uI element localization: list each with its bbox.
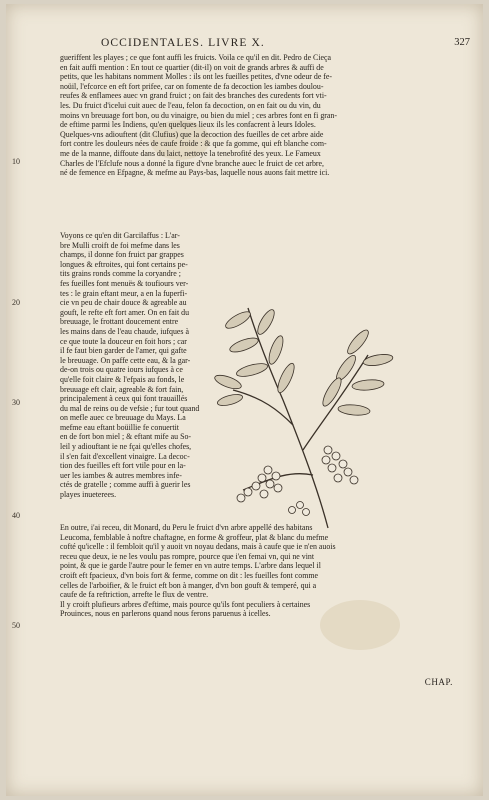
text-line: le breuuage. On paffe cette eau, & la gar-: [60, 355, 191, 365]
catchword: CHAP.: [424, 677, 453, 687]
text-line: noüil, l'efcorce en eft fort prifee, car on fomente de fa decoction les iambes doulou-: [60, 81, 324, 91]
text-line: moins vn breuuage fort bon, ou du vinaigre, ou bien du miel ; ces arbres font en fi gran-: [60, 110, 337, 120]
page-number: 327: [454, 37, 470, 48]
text-line: ctés de gratelle ; comme auffi à guerir les: [60, 480, 191, 490]
text-line: uer les iambes & autres membres infe-: [60, 470, 182, 480]
text-line: En outre, i'ai receu, dit Monard, du Peru le fruict d'vn arbre appellé des habitans: [60, 523, 313, 532]
text-line: playes inueterees.: [60, 490, 117, 500]
text-line: reufes & enflamees auec vn grand fruict ; on fait des branches des curedents fort vti-: [60, 91, 327, 101]
page-header: [60, 37, 470, 51]
text-line: receu que deux, ie ne les voulu pas rompre, pource que i'en femai vn, qui ne vint: [60, 551, 315, 561]
line-number: 40: [12, 511, 20, 520]
botanical-engraving: [208, 300, 408, 530]
text-line: Voyons ce qu'en dit Garcilaffus : L'ar-: [60, 231, 180, 240]
text-block-top: [60, 53, 466, 178]
text-line: tion des fueilles eft fort vtile pour en la-: [60, 461, 186, 471]
text-line: fes fueilles font menuës & toufiours ver-: [60, 278, 189, 288]
text-block-bottom: [60, 523, 468, 619]
text-line: tes : le grain eftant meur, a en la fuperfi-: [60, 288, 188, 298]
text-line: qu'elle foit claire & l'efpais au fonds, le: [60, 374, 185, 384]
text-line: principalement à ceux qui font trauaillés: [60, 394, 188, 404]
text-line: leil y adiouftant ie ne fçai qu'elles chofes,: [60, 442, 192, 452]
text-line: Il y croift plufieurs arbres d'eftime, mais pource qu'ils font peculiers à certaines: [60, 599, 311, 609]
text-line: gueriffent les playes ; ce que font auffi les fruicts. Voila ce qu'il en dit. Pedro de Cieça: [60, 53, 332, 62]
text-line: gouft, le refte eft fort amer. On en fait du: [60, 307, 190, 317]
text-line: du mal de reins ou de vefsie ; fur tout quand: [60, 403, 200, 413]
text-line: breuuage eft clair, agreable & fort fain,: [60, 384, 184, 394]
text-line: en fait auffi mention : En tout ce quartier (dit-il) on voit de grands arbres & auffi de: [60, 62, 324, 72]
text-line: mefme eau eftant boüillie fe conuertit: [60, 422, 179, 432]
line-number: 30: [12, 398, 20, 407]
line-number: 20: [12, 298, 20, 307]
text-line: il fe faut bien garder de l'amer, qui gafte: [60, 346, 187, 356]
text-line: fort contre les douleurs nées de caufe froide : & que fa gomme, qui eft blanche com-: [60, 139, 327, 149]
text-line: on mefle auec ce breuuage du Mays. La: [60, 413, 186, 423]
text-line: ce que toute la douceur en foit hors ; car: [60, 336, 187, 346]
text-line: né de femence en Efpagne, & mefme au Pays-bas, laquelle nous auons fait mettre ici.: [60, 168, 330, 178]
text-line: cie vn peu de chair douce & agreable au: [60, 298, 187, 308]
text-line: de-on trois ou quatre iours iufques à ce: [60, 365, 183, 375]
text-line: champs, il donne fon fruict par grappes: [60, 250, 184, 260]
text-line: petits, que les habitans nomment Molles : ils ont les fueilles petites, d'vne odeur de fe-: [60, 72, 333, 82]
text-line: tits grains ronds comme la coryandre ;: [60, 269, 181, 279]
text-line: cofté qu'icelle : il fembloit qu'il y auoit vn noyau dedans, mais à caufe que ie n'en auois: [60, 542, 336, 552]
text-line: Charles de l'Efclufe nous a donné la figure d'vne branche auec le fruict de cet arbre,: [60, 158, 324, 168]
text-line: de eftime parmi les Indiens, qu'en quelques lieux ils les confacrent à leurs Idoles.: [60, 120, 316, 130]
text-line: Quelques-vns adiouftent (dit Clufius) que la decoction des fueilles de cet arbre aide: [60, 129, 324, 139]
line-number: 10: [12, 157, 20, 166]
text-line: en de fort bon miel ; & eftant mife au So-: [60, 432, 192, 442]
text-line: breuuage, le frottant doucement entre: [60, 317, 179, 327]
text-line: celles de l'arboifier, & le fruict eft bon à manger, d'vn bon gouft & temperé, qui a: [60, 580, 317, 590]
text-line: il s'en fait d'excellent vinaigre. La decoc-: [60, 451, 190, 461]
text-line: longues & eftroites, qui font certains pe-: [60, 259, 188, 269]
text-line: me de la manne, diffoute dans du laict, nettoye la tenebrofité des yeux. Le Fameux: [60, 148, 321, 158]
text-line: caufe de fa reftriction, arrefte le flux de ventre.: [60, 590, 209, 600]
line-number: 50: [12, 621, 20, 630]
running-title: OCCIDENTALES. LIVRE X.: [101, 37, 265, 49]
text-line: bre Mulli croift de foi mefme dans les: [60, 240, 180, 250]
text-line: les mains dans de l'eau chaude, iufques à: [60, 326, 189, 336]
text-line: point, & que ie garde l'autre pour le femer en vn autre temps. L'arbre dans lequel il: [60, 561, 321, 571]
text-line: les. Du fruict d'icelui cuit auec de l'eau, felon fa decoction, on en fait ou du vin, du: [60, 100, 321, 110]
text-line: Prouinces, nous en parlerons quand nous ferons paruenus à icelles.: [60, 609, 271, 619]
text-line: croift eft fpacieux, d'vn bois fort & ferme, comme on dit : les fueilles font comme: [60, 570, 319, 580]
text-line: Leucoma, femblable à noftre chaftagne, en forme & groffeur, plat & blanc du mefme: [60, 532, 329, 542]
